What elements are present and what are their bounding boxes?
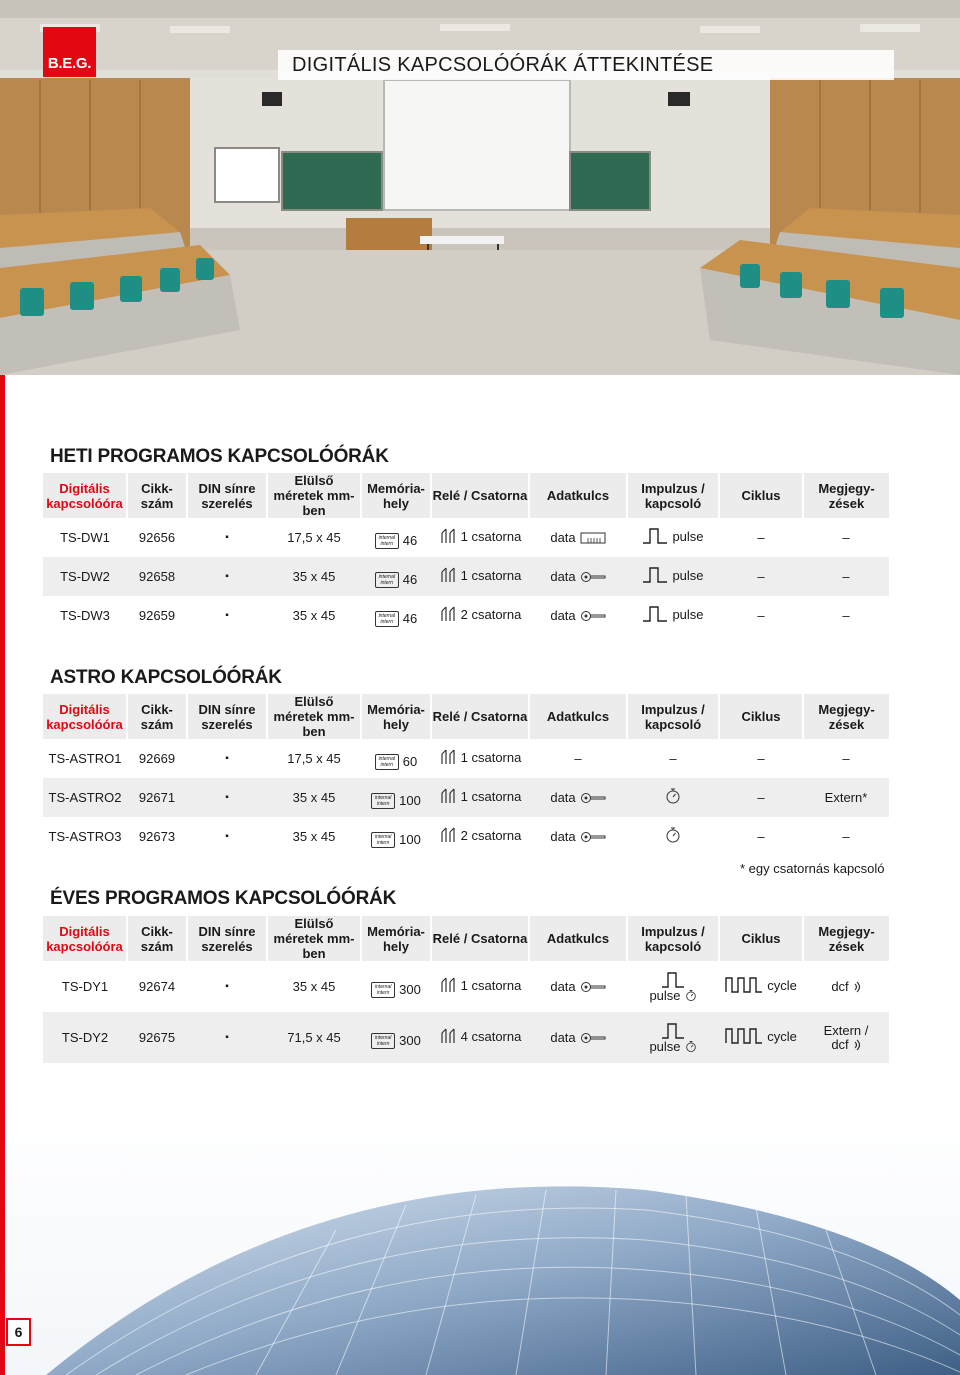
cell-pulse (627, 817, 719, 856)
relay-icon (439, 605, 457, 623)
table-row (43, 1012, 889, 1063)
cell-dims: 35 x 45 (267, 557, 361, 596)
cell-relay: 4 csatorna (431, 1012, 529, 1063)
cell-dims: 35 x 45 (292, 979, 336, 994)
astro-header-row (43, 694, 889, 739)
cell-dims: 35 x 45 (267, 778, 361, 817)
cell-product: TS-DW2 (43, 557, 127, 596)
memory-internal-icon: internal intern (375, 533, 399, 549)
left-red-rule (0, 375, 5, 1375)
cell-product: TS-ASTRO3 (48, 829, 122, 844)
col-dims: Elülső méretek mm-ben (267, 694, 361, 739)
cell-cycle: – (719, 557, 803, 596)
page-title: DIGITÁLIS KAPCSOLÓÓRÁK ÁTTEKINTÉSE (292, 53, 714, 76)
cell-notes: Extern* (803, 778, 889, 817)
cell-memory: internal intern 100 (361, 817, 431, 856)
cell-relay: 2 csatorna (431, 817, 529, 856)
cell-notes: – (842, 608, 850, 623)
yearly-header-row (43, 916, 889, 961)
key-icon (580, 981, 606, 993)
col-cycle: Ciklus (719, 916, 803, 961)
cell-memory: internal intern 46 (361, 557, 431, 596)
col-article: Cikk-szám (127, 473, 187, 518)
key-icon (580, 792, 606, 804)
cell-article: 92675 (127, 1012, 187, 1063)
cell-dims: 35 x 45 (292, 608, 336, 623)
cell-cycle: cycle (719, 961, 803, 1012)
cell-dims: 35 x 45 (292, 829, 336, 844)
cell-relay: 1 csatorna (431, 778, 529, 817)
din-mark: ▪ (225, 753, 229, 764)
col-article: Cikk-szám (127, 916, 187, 961)
col-datakey: Adatkulcs (529, 916, 627, 961)
page-number: 6 (6, 1318, 31, 1346)
col-notes: Megjegy-zések (803, 473, 889, 518)
cell-article: 92659 (138, 608, 176, 623)
col-product: Digitális kapcsolóóra (43, 916, 127, 961)
relay-icon (439, 826, 457, 844)
memory-internal-icon: internal intern (371, 1033, 395, 1049)
col-relay: Relé / Csatorna (431, 916, 529, 961)
key-icon (580, 610, 606, 622)
din-mark: ▪ (187, 557, 267, 596)
cell-cycle: – (719, 778, 803, 817)
cell-memory: internal intern 46 (361, 596, 431, 635)
cell-article: 92674 (138, 979, 176, 994)
card-slot-icon (580, 531, 606, 545)
col-din: DIN sínre szerelés (187, 916, 267, 961)
din-mark: ▪ (225, 610, 229, 621)
cell-dims: 71,5 x 45 (267, 1012, 361, 1063)
cell-datakey: data (529, 778, 627, 817)
din-mark: ▪ (225, 532, 229, 543)
memory-internal-icon: internal intern (375, 572, 399, 588)
cell-product: TS-ASTRO2 (43, 778, 127, 817)
pulse-icon (661, 1022, 685, 1040)
cell-datakey: data (529, 1012, 627, 1063)
pulse-icon (642, 605, 668, 623)
cell-dims: 17,5 x 45 (287, 751, 341, 766)
cell-article: 92671 (127, 778, 187, 817)
cell-datakey: – (574, 751, 582, 766)
cell-memory: internal intern 100 (361, 778, 431, 817)
yearly-section-title: ÉVES PROGRAMOS KAPCSOLÓÓRÁK (50, 888, 397, 909)
table-row (43, 817, 889, 856)
col-pulse: Impulzus / kapcsoló (627, 916, 719, 961)
col-relay: Relé / Csatorna (431, 473, 529, 518)
cell-pulse: – (669, 751, 677, 766)
stopwatch-icon (665, 826, 681, 844)
cell-pulse (627, 778, 719, 817)
key-icon (580, 571, 606, 583)
relay-icon (439, 1027, 457, 1045)
pulse-icon (661, 971, 685, 989)
cell-memory: internal intern 60 (361, 739, 431, 778)
memory-internal-icon: internal intern (375, 754, 399, 770)
col-memory: Memória-hely (361, 473, 431, 518)
din-mark: ▪ (187, 778, 267, 817)
cell-cycle: – (757, 530, 765, 545)
page-title-bar (278, 50, 894, 80)
cell-product: TS-DW1 (60, 530, 110, 545)
din-mark: ▪ (187, 1012, 267, 1063)
col-din: DIN sínre szerelés (187, 473, 267, 518)
stopwatch-icon (665, 787, 681, 805)
cell-relay: 2 csatorna (431, 596, 529, 635)
cell-relay: 1 csatorna (431, 961, 529, 1012)
pulse-icon (642, 566, 668, 584)
table-row (43, 961, 889, 1012)
radio-signal-icon (853, 981, 861, 993)
cell-article: 92658 (127, 557, 187, 596)
hero-photo-lecture-hall (0, 0, 960, 375)
relay-icon (439, 748, 457, 766)
cell-article: 92669 (138, 751, 176, 766)
cell-memory: internal intern 46 (361, 518, 431, 557)
cell-article: 92673 (138, 829, 176, 844)
astro-footnote: * egy csatornás kapcsoló (740, 861, 885, 876)
cell-relay: 1 csatorna (431, 739, 529, 778)
glass-dome-illustration (6, 1100, 960, 1375)
cell-notes: – (842, 751, 850, 766)
weekly-table (43, 473, 889, 635)
radio-signal-icon (853, 1039, 861, 1051)
col-datakey: Adatkulcs (529, 694, 627, 739)
col-dims: Elülső méretek mm-ben (267, 916, 361, 961)
col-memory: Memória-hely (361, 694, 431, 739)
cell-cycle: – (757, 829, 765, 844)
relay-icon (439, 527, 457, 545)
col-pulse: Impulzus / kapcsoló (627, 473, 719, 518)
astro-section-title: ASTRO KAPCSOLÓÓRÁK (50, 667, 282, 688)
table-row (43, 739, 889, 778)
table-row (43, 596, 889, 635)
stopwatch-icon (685, 989, 697, 1002)
col-memory: Memória-hely (361, 916, 431, 961)
memory-internal-icon: internal intern (375, 611, 399, 627)
cell-cycle: – (757, 608, 765, 623)
cell-pulse: pulse (627, 1012, 719, 1063)
cell-product: TS-DY2 (43, 1012, 127, 1063)
cell-pulse: pulse (627, 557, 719, 596)
relay-icon (439, 566, 457, 584)
key-icon (580, 1032, 606, 1044)
table-row (43, 778, 889, 817)
cell-relay: 1 csatorna (431, 518, 529, 557)
cell-cycle: – (757, 751, 765, 766)
cell-pulse: pulse (627, 518, 719, 557)
yearly-table (43, 916, 889, 1063)
cell-notes: – (842, 829, 850, 844)
beg-logo: B.E.G. (43, 27, 96, 77)
col-product: Digitális kapcsolóóra (43, 473, 127, 518)
bottom-photo-glass-dome (6, 1100, 960, 1375)
cell-memory: internal intern 300 (361, 1012, 431, 1063)
table-row (43, 518, 889, 557)
memory-internal-icon: internal intern (371, 832, 395, 848)
col-cycle: Ciklus (719, 694, 803, 739)
col-product: Digitális kapcsolóóra (43, 694, 127, 739)
col-din: DIN sínre szerelés (187, 694, 267, 739)
weekly-header-row (43, 473, 889, 518)
pulse-icon (642, 527, 668, 545)
col-notes: Megjegy-zések (803, 916, 889, 961)
col-notes: Megjegy-zések (803, 694, 889, 739)
cell-product: TS-ASTRO1 (48, 751, 122, 766)
cell-notes: – (803, 557, 889, 596)
col-dims: Elülső méretek mm-ben (267, 473, 361, 518)
astro-table (43, 694, 889, 856)
cell-dims: 17,5 x 45 (287, 530, 341, 545)
table-row (43, 557, 889, 596)
cell-relay: 1 csatorna (431, 557, 529, 596)
cell-product: TS-DY1 (61, 979, 109, 994)
stopwatch-icon (685, 1040, 697, 1053)
cell-article: 92656 (138, 530, 176, 545)
cell-notes: dcf (803, 961, 889, 1012)
memory-internal-icon: internal intern (371, 982, 395, 998)
cell-cycle: cycle (719, 1012, 803, 1063)
col-relay: Relé / Csatorna (431, 694, 529, 739)
key-icon (580, 831, 606, 843)
cell-pulse: pulse (627, 961, 719, 1012)
cell-notes: – (842, 530, 850, 545)
cell-memory: internal intern 300 (361, 961, 431, 1012)
din-mark: ▪ (225, 831, 229, 842)
cell-product: TS-DW3 (60, 608, 110, 623)
cell-datakey: data (529, 596, 627, 635)
din-mark: ▪ (225, 981, 229, 992)
weekly-section-title: HETI PROGRAMOS KAPCSOLÓÓRÁK (50, 446, 389, 467)
cell-pulse: pulse (627, 596, 719, 635)
col-article: Cikk-szám (127, 694, 187, 739)
cycle-icon (725, 976, 763, 994)
col-pulse: Impulzus / kapcsoló (627, 694, 719, 739)
relay-icon (439, 787, 457, 805)
memory-internal-icon: internal intern (371, 793, 395, 809)
relay-icon (439, 976, 457, 994)
cycle-icon (725, 1027, 763, 1045)
col-datakey: Adatkulcs (529, 473, 627, 518)
col-cycle: Ciklus (719, 473, 803, 518)
cell-datakey: data (529, 817, 627, 856)
cell-notes: Extern / dcf (803, 1012, 889, 1063)
cell-datakey: data (529, 518, 627, 557)
cell-datakey: data (529, 961, 627, 1012)
cell-datakey: data (529, 557, 627, 596)
